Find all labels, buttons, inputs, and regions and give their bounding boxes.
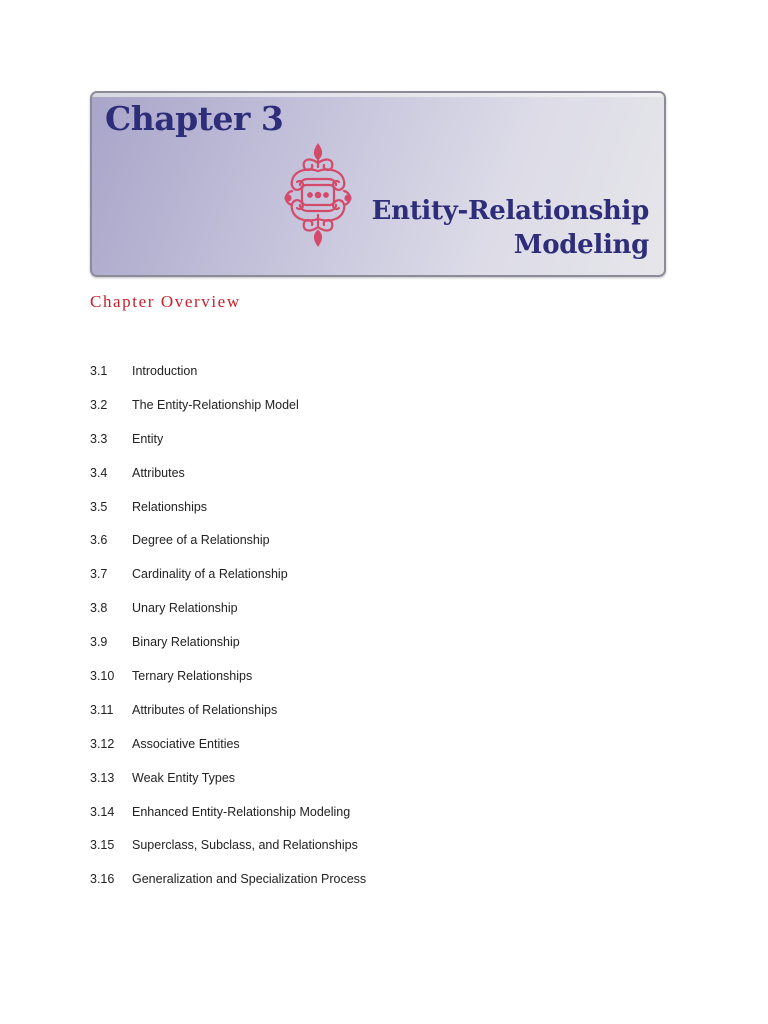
toc-item: [90, 667, 366, 701]
toc-item-number: 3.15: [90, 838, 115, 853]
toc-item-number: 3.1: [90, 364, 108, 378]
chapter-title: [372, 194, 649, 262]
toc-item-title: Ternary Relationships: [132, 669, 253, 684]
toc-item-number: 3.10: [90, 669, 115, 684]
toc-item-number: 3.6: [90, 533, 108, 548]
toc-item: [90, 735, 366, 769]
toc-item-number: 3.7: [90, 567, 108, 582]
toc-item-title: The Entity-Relationship Model: [132, 397, 299, 412]
toc-item-title: Binary Relationship: [132, 635, 240, 650]
toc-item: [90, 362, 366, 396]
toc-item: [90, 498, 366, 532]
toc-item-title: Unary Relationship: [132, 601, 238, 616]
chapter-overview-list: [90, 362, 366, 904]
toc-item-title: Weak Entity Types: [132, 770, 236, 785]
toc-item-number: 3.5: [90, 499, 108, 514]
toc-item: [90, 870, 366, 904]
toc-item-number: 3.12: [90, 736, 115, 751]
toc-item: [90, 836, 366, 870]
toc-item: [90, 565, 366, 599]
toc-item-title: Attributes of Relationships: [132, 702, 278, 717]
toc-item-title: Relationships: [132, 499, 208, 514]
chapter-label: Chapter 3: [105, 99, 284, 138]
toc-item-title: Cardinality of a Relationship: [132, 567, 288, 582]
chapter-banner: [90, 91, 666, 277]
toc-item: [90, 531, 366, 565]
toc-item-title: Degree of a Relationship: [132, 533, 270, 548]
toc-item-title: Entity: [132, 431, 164, 446]
toc-item-number: 3.4: [90, 465, 108, 480]
toc-item-number: 3.13: [90, 770, 115, 785]
toc-item-title: Superclass, Subclass, and Relationships: [132, 838, 358, 853]
toc-item-number: 3.9: [90, 635, 108, 650]
floral-ornament-icon: [278, 141, 358, 249]
toc-item-number: 3.2: [90, 397, 108, 412]
toc-item: [90, 803, 366, 837]
toc-item: [90, 396, 366, 430]
toc-item-number: 3.11: [90, 702, 114, 717]
toc-item-number: 3.3: [90, 431, 108, 446]
toc-item-title: Attributes: [132, 465, 185, 480]
toc-item-title: Associative Entities: [132, 736, 240, 751]
toc-item: [90, 701, 366, 735]
toc-item-title: Generalization and Specialization Process: [132, 872, 367, 887]
toc-item-number: 3.8: [90, 601, 108, 616]
toc-item-number: 3.14: [90, 804, 115, 819]
toc-item-title: Enhanced Entity-Relationship Modeling: [132, 804, 351, 819]
toc-item-title: Introduction: [132, 364, 198, 378]
toc-item: [90, 769, 366, 803]
chapter-overview-heading: Chapter Overview: [90, 292, 241, 311]
toc-item-number: 3.16: [90, 872, 115, 887]
chapter-title-line-2: Modeling: [513, 230, 649, 260]
toc-item: [90, 464, 366, 498]
chapter-title-line-1: Entity-Relationship: [371, 196, 649, 226]
toc-item: [90, 430, 366, 464]
toc-item: [90, 599, 366, 633]
toc-item: [90, 633, 366, 667]
